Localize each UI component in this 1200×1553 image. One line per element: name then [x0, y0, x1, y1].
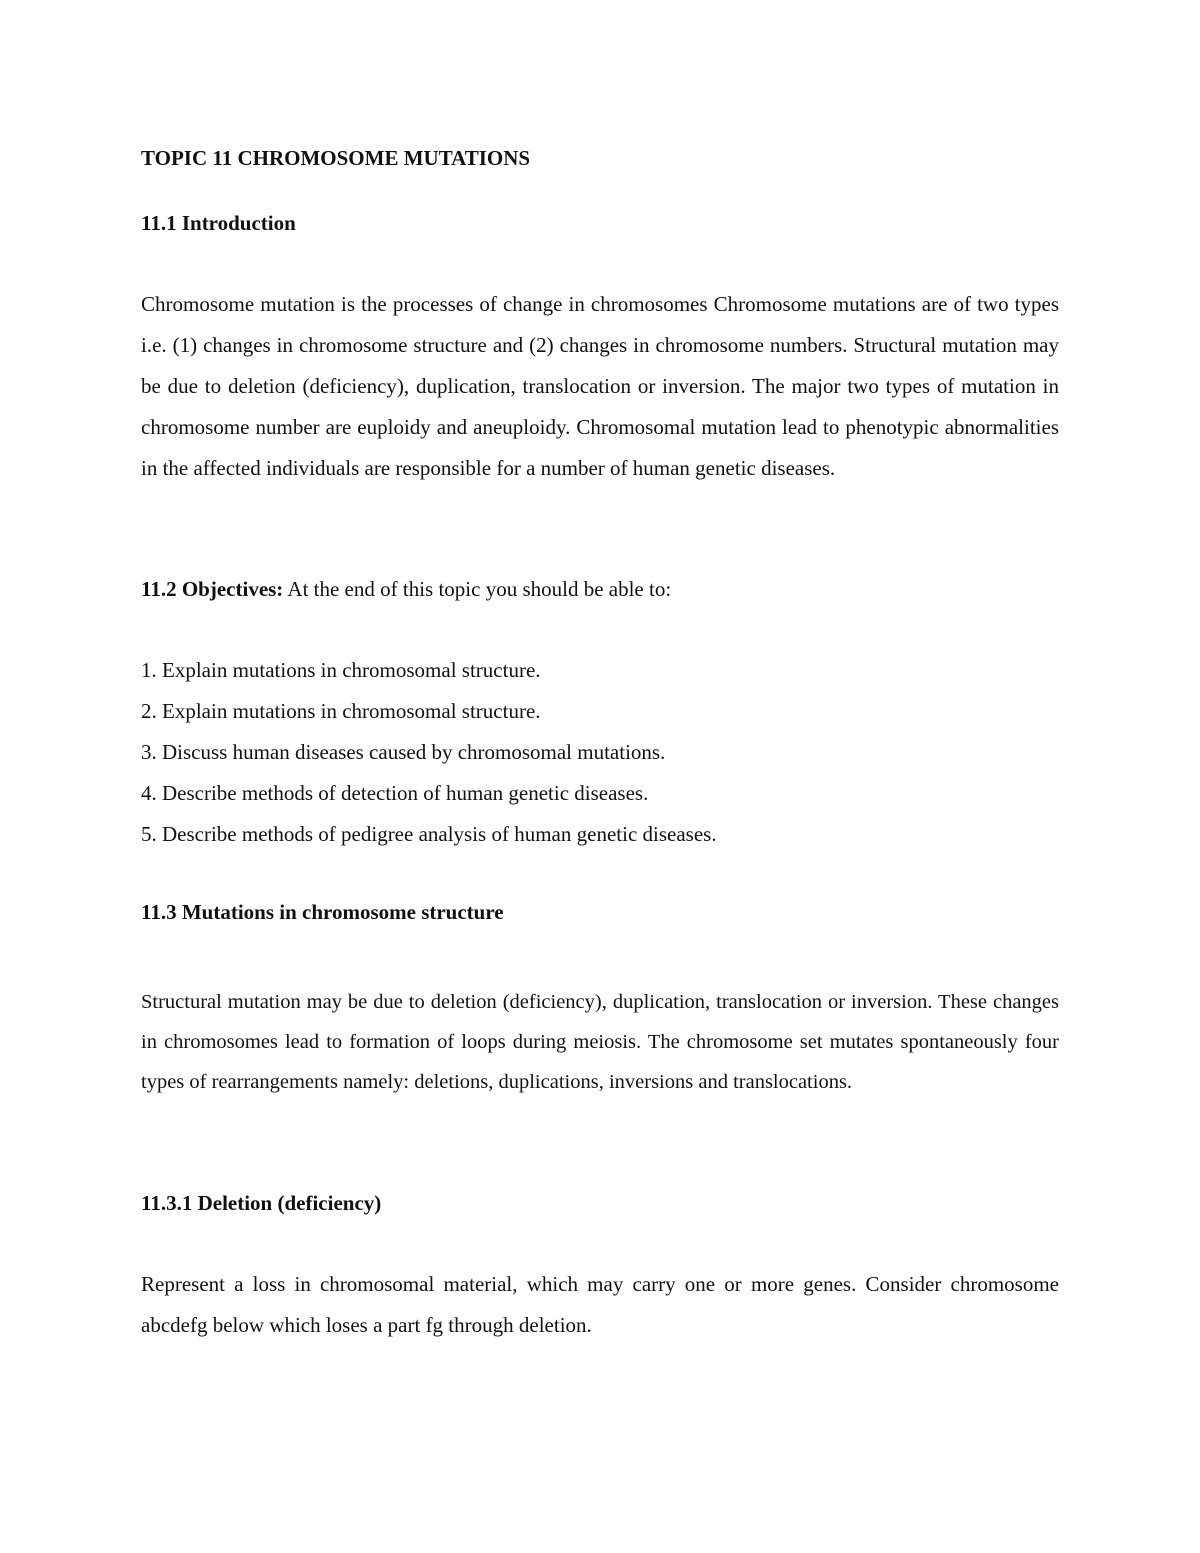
objectives-heading-line — [141, 569, 1059, 610]
list-item: 3. Discuss human diseases caused by chromosomal mutations. — [141, 740, 666, 764]
list-item: 2. Explain mutations in chromosomal structure. — [141, 699, 541, 723]
deletion-heading: 11.3.1 Deletion (deficiency) — [141, 1191, 382, 1215]
introduction-heading: 11.1 Introduction — [141, 211, 296, 235]
deletion-paragraph: Represent a loss in chromosomal material, which may carry one or more genes. Consider chromosome abcdefg below which loses a part fg through deletion. — [141, 1272, 1059, 1337]
introduction-paragraph: Chromosome mutation is the processes of change in chromosomes Chromosome mutations are of two types i.e. (1) changes in chromosome structure and (2) changes in chromosome numbers. Structural mutation may be due to deletion (deficiency), duplication, translocation or inversion. The major two types of mutation in chromosome number are euploidy and aneuploidy. Chromosomal mutation lead to phenotypic abnormalities in the affected individuals are responsible for a number of human genetic diseases. — [141, 292, 1059, 480]
structure-paragraph: Structural mutation may be due to deletion (deficiency), duplication, translocation or inversion. These changes in chromosomes lead to formation of loops during meiosis. The chromosome set mutates spontaneously four types of rearrangements namely: deletions, duplications, inversions and translocations. — [141, 991, 1059, 1093]
objectives-list — [141, 650, 1059, 855]
structure-heading: 11.3 Mutations in chromosome structure — [141, 900, 504, 924]
list-item: 1. Explain mutations in chromosomal structure. — [141, 658, 541, 682]
list-item: 5. Describe methods of pedigree analysis of human genetic diseases. — [141, 822, 717, 846]
page-title: TOPIC 11 CHROMOSOME MUTATIONS — [141, 146, 531, 170]
list-item: 4. Describe methods of detection of human genetic diseases. — [141, 781, 649, 805]
objectives-intro: At the end of this topic you should be able to: — [283, 577, 672, 601]
objectives-heading: 11.2 Objectives: — [141, 577, 284, 601]
